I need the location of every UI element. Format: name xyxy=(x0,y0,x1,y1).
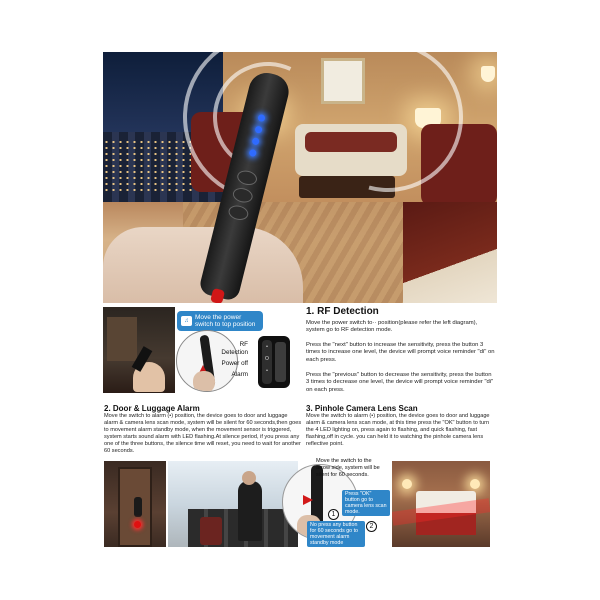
speaker-icon: ♫ xyxy=(181,316,192,326)
door-alarm-photo xyxy=(104,461,166,547)
led-icon xyxy=(249,149,257,157)
lamp xyxy=(402,479,412,489)
step-1-badge: 1 xyxy=(328,509,339,520)
ok-button-icon xyxy=(231,186,254,204)
section2-title: 2. Door & Luggage Alarm xyxy=(104,404,200,413)
lamp-far xyxy=(481,66,495,82)
up-button-icon xyxy=(236,169,259,187)
section3-title: 3. Pinhole Camera Lens Scan xyxy=(306,404,418,413)
label-power-off: Power off xyxy=(221,360,248,367)
callout-text: Move the power switch to top position xyxy=(195,314,256,328)
section1-p2: Press the "next" button to increase the sensitivity, press the button 3 times to increase one level, the device will prompt voice reminder "di" on each press. xyxy=(306,342,495,363)
section1-p1: Move the power switch to·· position(please refer the left diagram), system go to RF detection mode. xyxy=(306,320,478,334)
bed xyxy=(403,202,497,303)
luggage xyxy=(200,517,222,545)
section1-p3: Press the "previous" button to decrease the sensitivity, press the button 3 times to decrease one level, the device will prompt voice reminder "di" on each press. xyxy=(306,372,494,393)
label-rf: RF xyxy=(239,341,248,348)
standby-callout: No press any button for 60 seconds go to movement alarm standby mode xyxy=(307,521,365,547)
label-detection: Detection xyxy=(221,349,248,356)
led-icon xyxy=(257,114,265,122)
led-icon xyxy=(251,137,259,145)
traveller-head xyxy=(242,471,256,485)
power-switch-callout xyxy=(177,311,263,331)
hotel-room-photo xyxy=(392,461,490,547)
door-handle xyxy=(134,497,142,517)
section1-title: 1. RF Detection xyxy=(306,306,379,317)
led-icon xyxy=(254,125,262,133)
off-icon: O xyxy=(265,356,269,362)
section2-text: Move the switch to alarm (•) position, the device goes to door and luggage alarm & camera lens scan mode, system will be silent for 60 seconds,then goes to movement alarm standby mode, when the movement sensor is triggered, system starts sound alarm with LED flashing.At silence period, if you press any one of the three buttons, the silence time will reset, you need to wait for another 60 seconds. xyxy=(104,413,302,454)
red-arrow-icon xyxy=(303,495,313,505)
label-alarm: Alarm xyxy=(231,371,248,378)
alarm-icon: • xyxy=(266,368,268,374)
step-2-badge: 2 xyxy=(366,521,377,532)
traveller xyxy=(238,481,262,541)
switch-diagram xyxy=(258,336,290,388)
lamp xyxy=(470,479,480,489)
down-button-icon xyxy=(227,204,250,222)
ok-callout: Press "OK" button go to camera lens scan mode. xyxy=(342,490,390,516)
rf-icon: • xyxy=(266,344,268,350)
switch-note: Move the switch to the arrow side, system will be silent for 60 seconds. xyxy=(316,458,380,478)
rf-detection-photo xyxy=(103,307,175,393)
shelf xyxy=(107,317,137,361)
airport-photo xyxy=(168,461,298,547)
switch-knob xyxy=(275,342,286,382)
alarm-led-icon xyxy=(134,521,141,528)
hero-photo xyxy=(103,52,497,303)
section3-text: Move the switch to alarm (•) position, the device goes to door and luggage alarm & camera lens scan mode, at this time press the "OK" button to turn the 4 LED lighting on, press again to flashing, and quick flashing, fast flashing,off in cycle. you can held it to watching the pinhole camera lens reflective point. xyxy=(306,413,490,447)
